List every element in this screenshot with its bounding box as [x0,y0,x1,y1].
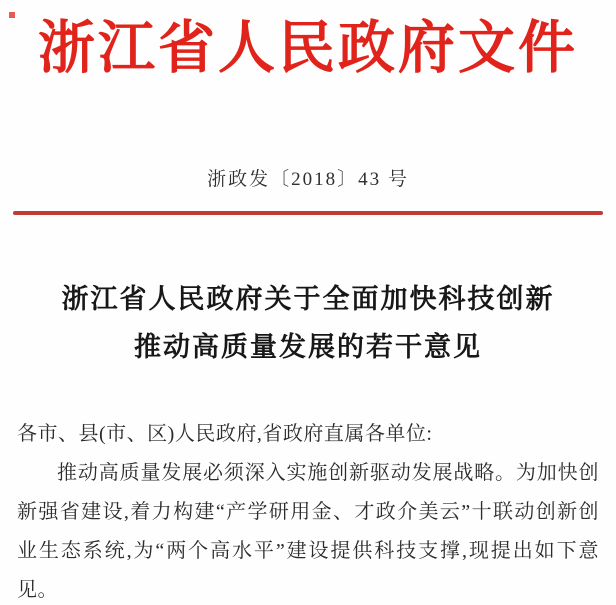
body-paragraph-line: 业生态系统,为“两个高水平”建设提供科技支撑,现提出如下意 [17,540,599,562]
document-number: 浙政发〔2018〕43 号 [207,169,409,190]
document-masthead: 浙江省人民政府文件 [38,17,578,80]
body-paragraph-line: 见。 [17,579,58,601]
red-divider-rule [13,211,603,215]
document-title [0,275,616,371]
document-title-line-1: 浙江省人民政府关于全面加快科技创新 [61,284,555,314]
salutation-line: 各市、县(市、区)人民政府,省政府直属各单位: [17,423,433,445]
body-paragraph-line: 推动高质量发展必须深入实施创新驱动发展战略。为加快创 [57,462,599,484]
scan-artifact-mark [9,12,15,18]
document-body [17,415,599,605]
body-paragraph-line: 新强省建设,着力构建“产学研用金、才政介美云”十联动创新创 [17,501,599,523]
document-title-line-2: 推动高质量发展的若干意见 [134,332,482,362]
